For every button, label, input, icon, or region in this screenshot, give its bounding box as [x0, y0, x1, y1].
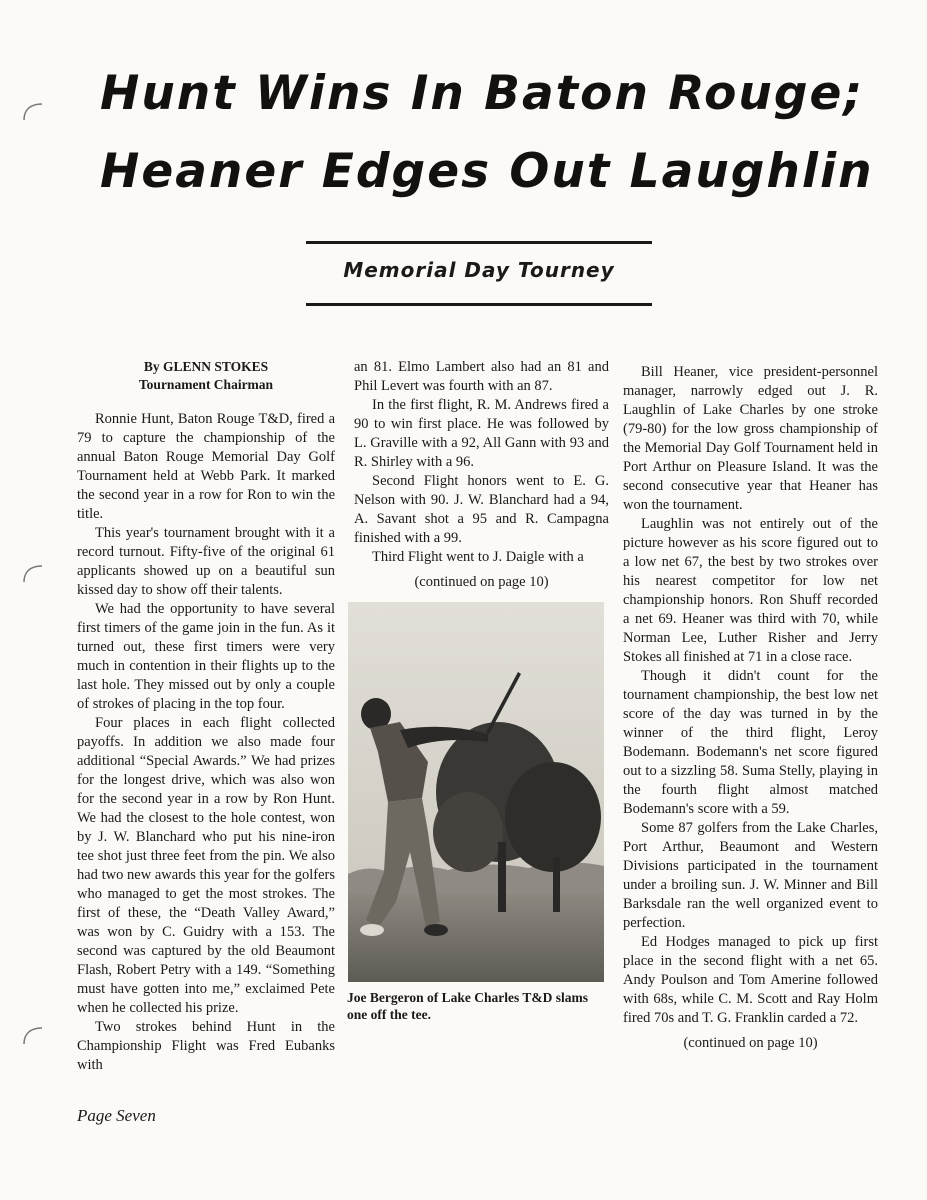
- punch-hole-icon: [20, 98, 48, 126]
- byline: [77, 358, 335, 394]
- article-paragraph: Some 87 golfers from the Lake Charles, Port Arthur, Beaumont and Western Divisions participated in the tournament under a broiling sun. J. W. Minner and Bill Barksdale ran the well organized event to perfection.: [623, 820, 878, 931]
- article-paragraph: Bill Heaner, vice president-personnel manager, narrowly edged out J. R. Laughlin of Lake Charles by one stroke (79-80) for the low gross championship of the Memorial Day Golf Tournament held in Port Arthur on Pleasure Island. It was the second consecutive year that Heaner has won the tournament.: [623, 364, 878, 513]
- headline-line-2: Heaner Edges Out Laughlin: [100, 144, 874, 199]
- article-column-1: [77, 358, 335, 1075]
- punch-hole-icon: [20, 560, 48, 588]
- article-paragraph: an 81. Elmo Lambert also had an 81 and Phil Levert was fourth with an 87.: [354, 359, 609, 394]
- article-paragraph: Ed Hodges managed to pick up first place in the second flight with a net 65. Andy Poulson and Tom Amerine followed with 68s, while C. M. Scott and Ray Holm fired 70s and T. G. Franklin carded a 72.: [623, 934, 878, 1026]
- bottom-divider-rule: [306, 303, 652, 306]
- continued-note: (continued on page 10): [683, 1035, 818, 1051]
- article-paragraph: In the first flight, R. M. Andrews fired a 90 to win first place. He was followed by L. Graville with a 92, All Gann with 93 and R. Shirley with a 96.: [354, 397, 609, 470]
- article-column-2: [354, 358, 609, 592]
- headline-line-1: Hunt Wins In Baton Rouge;: [100, 66, 865, 121]
- top-divider-rule: [306, 241, 652, 244]
- article-paragraph: Second Flight honors went to E. G. Nelson with 90. J. W. Blanchard had a 94, A. Savant shot a 95 and R. Campagna finished with a 99.: [354, 473, 609, 546]
- article-paragraph: Ronnie Hunt, Baton Rouge T&D, fired a 79 to capture the championship of the annual Baton Rouge Memorial Day Golf Tournament held at Webb Park. It marked the second year in a row for Ron to win the title.: [77, 411, 335, 522]
- page-number: Page Seven: [77, 1106, 156, 1125]
- byline-author: By GLENN STOKES: [143, 359, 269, 374]
- article-paragraph: Though it didn't count for the tournament championship, the best low net score of the day was turned in by the winner of the third flight, Leroy Bodemann. Bodemann's net score figured out to a sizzling 58. Suma Stelly, playing in the fourth flight almost matched Bodemann's score with a 59.: [623, 668, 878, 817]
- punch-hole-icon: [20, 1022, 48, 1050]
- article-paragraph: Laughlin was not entirely out of the picture however as his score figured out to a low net 67, the best by two strokes over his nearest competitor for low net championship honors. Ron Shuff recorded a net 69. Heaner was third with 70, while Norman Lee, Luther Risher and Jerry Stokes all finished at 71 in a close race.: [623, 516, 878, 665]
- golfer-photo: [348, 602, 604, 982]
- golfer-photo-illustration: [348, 602, 604, 982]
- continued-note: (continued on page 10): [414, 574, 549, 590]
- article-paragraph: Four places in each flight collected payoffs. In addition we also made four additional “Special Awards.” We had prizes for the longest drive, which was also won for the second year in a row by Ron Hunt. We had the closest to the hole contest, won by J. W. Blanchard who put his nine-iron tee shot just three feet from the pin. We also had two new awards this year for the golfers who managed to get the most strokes. The first of these, the “Death Valley Award,” was won by C. Guidry with a 153. The second was captured by the old Beaumont Flash, Robert Petry with a 149. “Something must have gotten into me,” exclaimed Pete when he collected his prize.: [77, 715, 335, 1016]
- article-paragraph: Two strokes behind Hunt in the Championship Flight was Fred Eubanks with: [77, 1019, 335, 1073]
- subheading: Memorial Day Tourney: [343, 258, 615, 282]
- photo-caption: Joe Bergeron of Lake Charles T&D slams one off the tee.: [347, 990, 588, 1022]
- article-column-3: [623, 363, 878, 1053]
- article-paragraph: We had the opportunity to have several first timers of the game join in the fun. As it turned out, these first timers were very much in contention in their flights up to the last hole. They missed out by only a couple of strokes of placing in the top four.: [77, 601, 335, 712]
- byline-title: Tournament Chairman: [138, 377, 274, 392]
- article-paragraph: Third Flight went to J. Daigle with a: [372, 549, 584, 565]
- article-paragraph: This year's tournament brought with it a record turnout. Fifty-five of the original 61 applicants showed up on a beautiful sun kissed day to show off their talents.: [77, 525, 335, 598]
